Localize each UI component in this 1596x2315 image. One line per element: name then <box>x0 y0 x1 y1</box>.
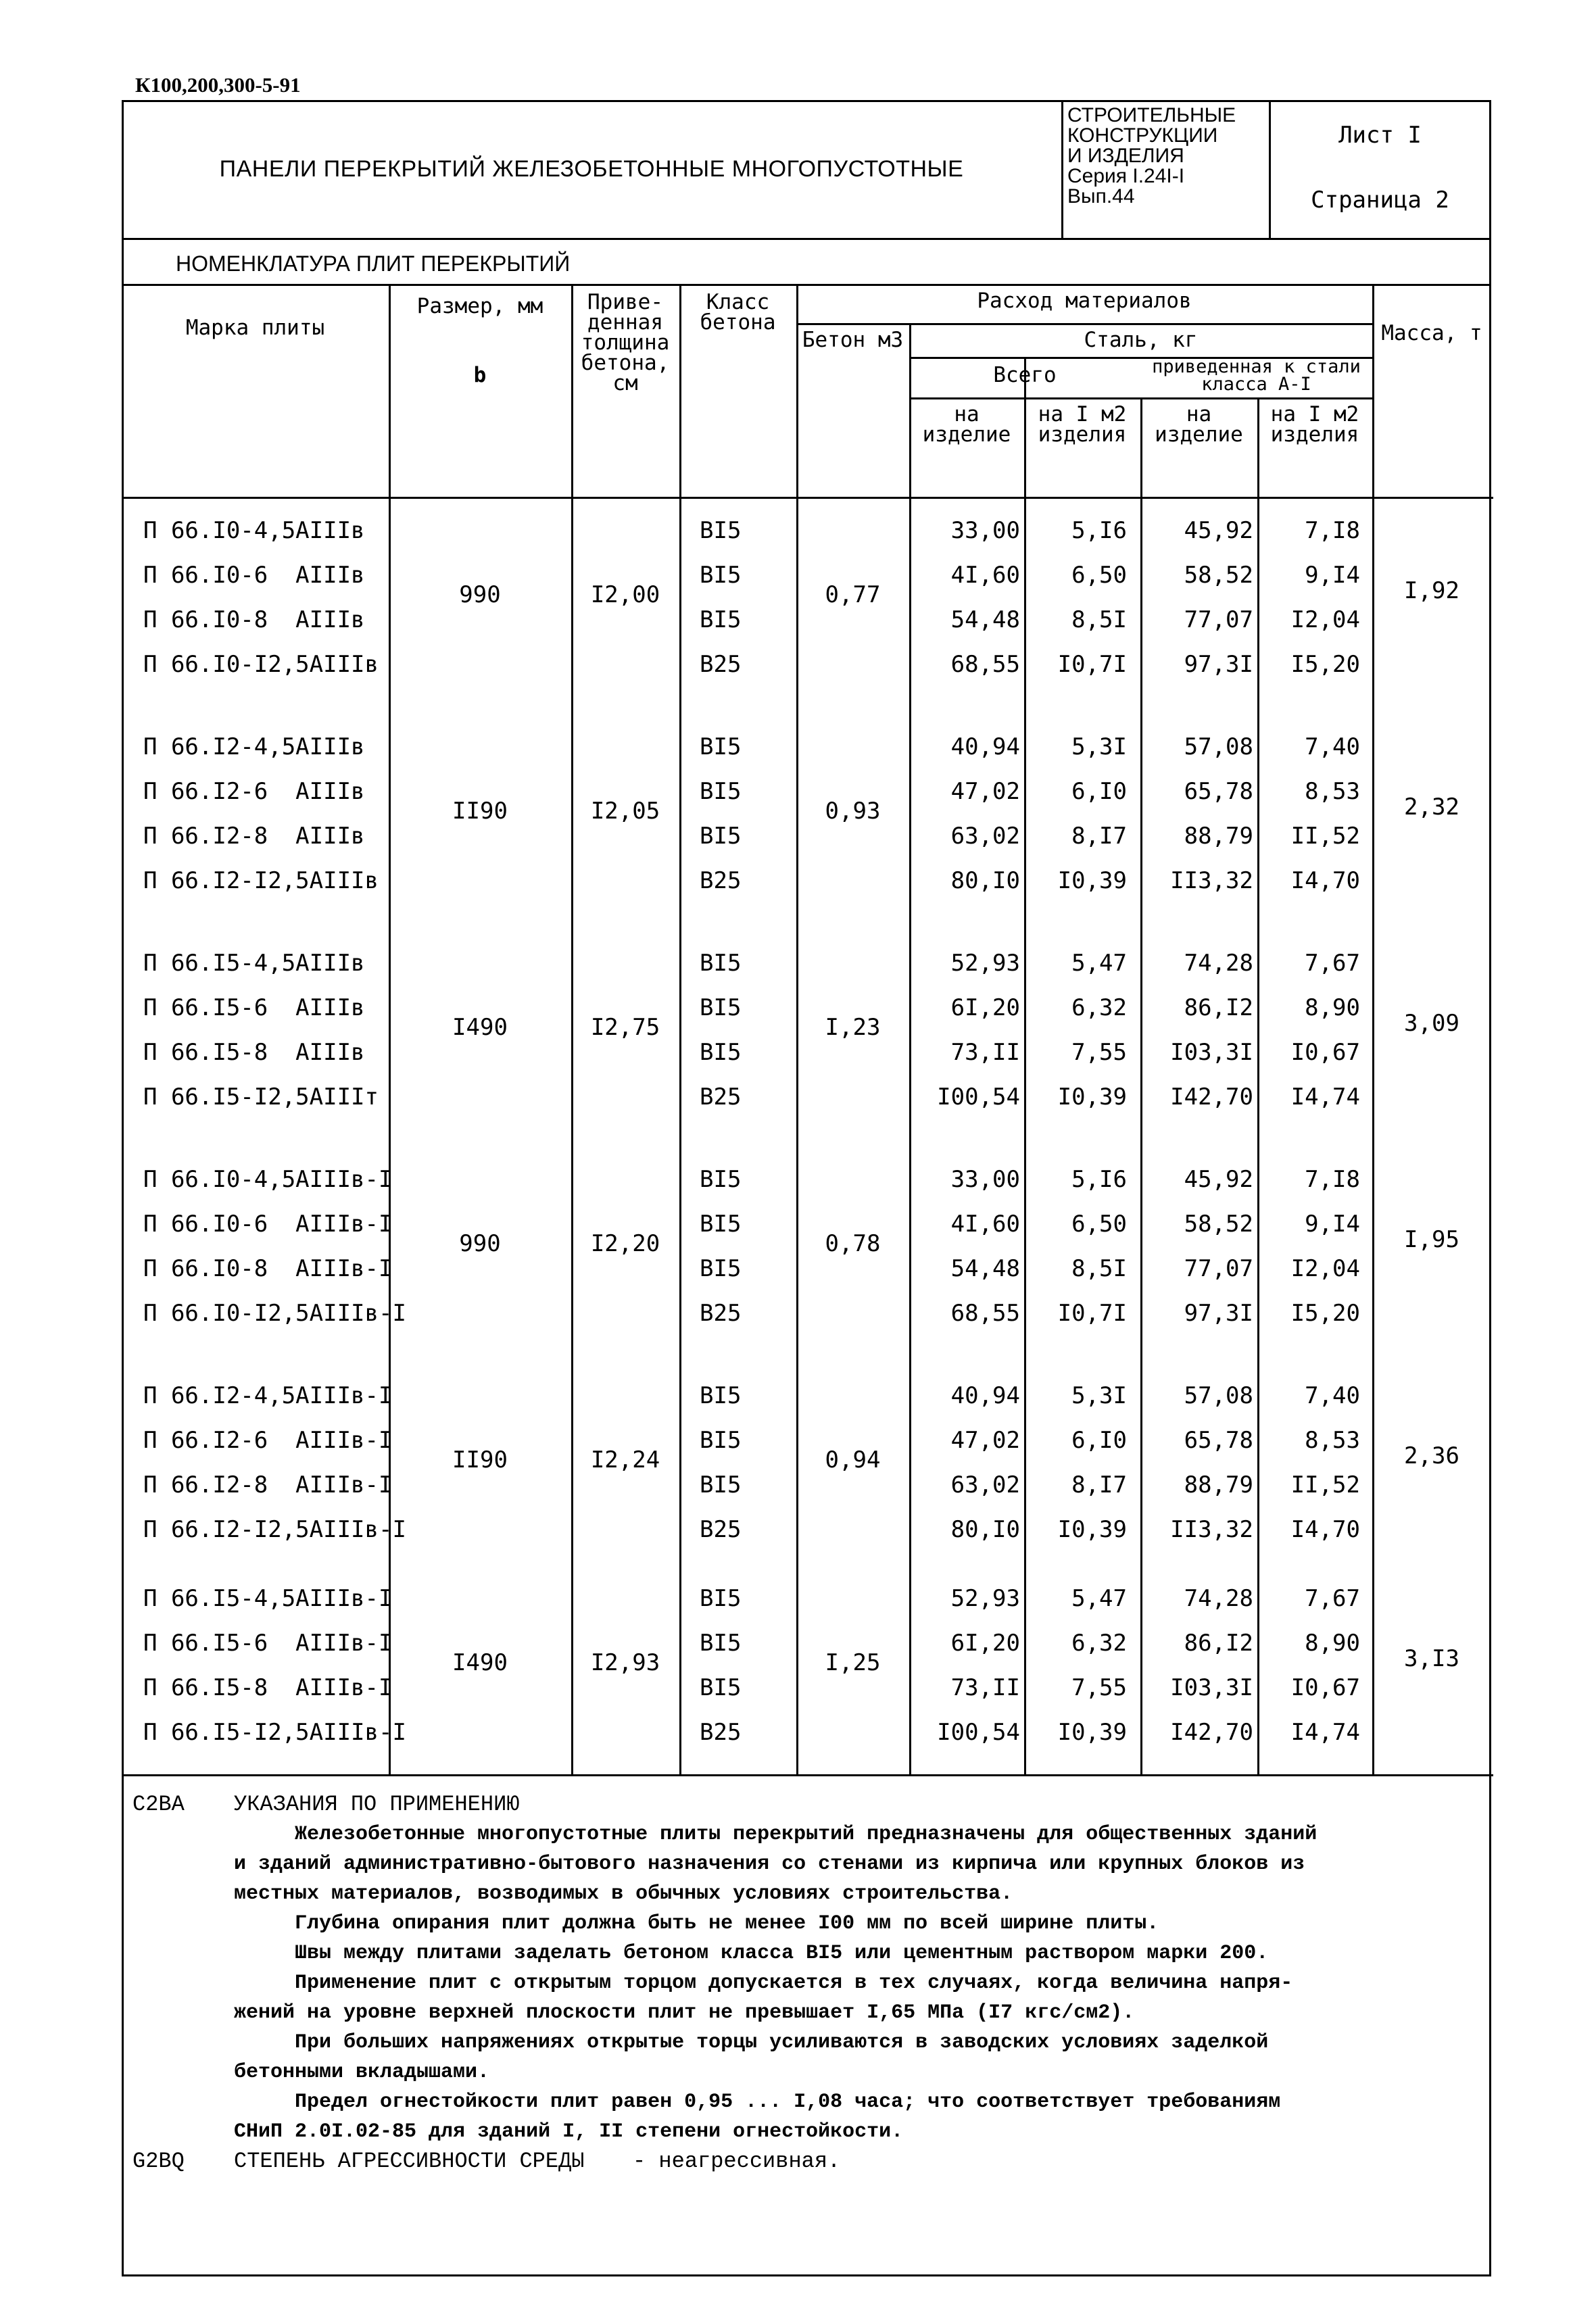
steel-reduced-per-item: 65,78 <box>1184 1427 1253 1454</box>
steel-reduced-per-item: 65,78 <box>1184 778 1253 805</box>
steel-reduced-per-m2: I4,70 <box>1290 867 1360 894</box>
steel-total-per-m2: 6,32 <box>1071 994 1127 1021</box>
notes-paragraph-line: жений на уровне верхней плоскости плит не превышает I,65 МПа (I7 кгс/см2). <box>234 2001 1135 2024</box>
sheet-info <box>1271 100 1489 238</box>
steel-total-per-m2: 6,50 <box>1071 1211 1127 1238</box>
column-header-per-item: на изделие <box>1155 402 1243 447</box>
steel-total-per-m2: 5,I6 <box>1071 1166 1127 1193</box>
steel-reduced-per-item: 45,92 <box>1184 1166 1253 1193</box>
steel-total-per-item: I00,54 <box>937 1083 1020 1111</box>
steel-total-per-item: 80,I0 <box>950 1516 1020 1543</box>
concrete-class-value: B25 <box>700 1719 742 1746</box>
slab-mark: П 66.I5-4,5АIIIв <box>143 950 365 977</box>
slab-mark: П 66.I5-4,5АIIIв-I <box>143 1585 393 1612</box>
steel-total-per-item: 33,00 <box>950 1166 1020 1193</box>
steel-total-per-item: 63,02 <box>950 1471 1020 1498</box>
steel-reduced-per-item: 77,07 <box>1184 1255 1253 1282</box>
column-header-per-m2: на I м2 изделия <box>1038 402 1127 447</box>
slab-mark: П 66.I0-I2,5АIIIв-I <box>143 1300 406 1327</box>
notes-paragraph-line: СНиП 2.0I.02-85 для зданий I, II степени огнестойкости. <box>234 2120 904 2143</box>
steel-reduced-per-m2: I2,04 <box>1290 606 1360 633</box>
notes-paragraph-line: бетонными вкладышами. <box>234 2061 490 2084</box>
concrete-class-value: BI5 <box>700 1166 742 1193</box>
concrete-class-value: BI5 <box>700 1382 742 1409</box>
steel-total-per-item: I00,54 <box>937 1719 1020 1746</box>
steel-reduced-per-m2: I4,70 <box>1290 1516 1360 1543</box>
steel-total-per-item: 4I,60 <box>950 1211 1020 1238</box>
steel-total-per-item: 40,94 <box>950 1382 1020 1409</box>
concrete-class-value: BI5 <box>700 1585 742 1612</box>
steel-reduced-per-m2: 8,53 <box>1305 778 1360 805</box>
slab-mark: П 66.I0-6 АIIIв <box>143 562 365 589</box>
slab-mark: П 66.I2-8 АIIIв-I <box>143 1471 393 1498</box>
column-header-concrete: Бетон м3 <box>802 328 904 352</box>
aggressiveness-heading: СТЕПЕНЬ АГРЕССИВНОСТИ СРЕДЫ <box>234 2149 585 2174</box>
concrete-class-value: BI5 <box>700 1255 742 1282</box>
steel-reduced-per-m2: 7,40 <box>1305 733 1360 760</box>
steel-total-per-item: 73,II <box>950 1039 1020 1066</box>
steel-total-per-m2: 8,5I <box>1071 1255 1127 1282</box>
series-line: Серия I.24I-I <box>1067 165 1185 187</box>
steel-reduced-per-m2: II,52 <box>1290 1471 1360 1498</box>
title-block <box>122 100 1491 240</box>
size-value: II90 <box>452 798 508 825</box>
concrete-class-value: BI5 <box>700 950 742 977</box>
slab-mark: П 66.I0-4,5АIIIв <box>143 517 365 544</box>
slab-mark: П 66.I2-4,5АIIIв-I <box>143 1382 393 1409</box>
steel-reduced-per-item: I42,70 <box>1170 1083 1253 1111</box>
mass-value: 2,36 <box>1404 1442 1459 1469</box>
mass-value: I,92 <box>1404 577 1459 604</box>
size-value: 990 <box>459 1230 501 1257</box>
steel-total-per-item: 40,94 <box>950 733 1020 760</box>
page-number: Страница 2 <box>1311 187 1449 214</box>
series-line: И ИЗДЕЛИЯ <box>1067 145 1184 167</box>
slab-mark: П 66.I5-6 АIIIв <box>143 994 365 1021</box>
size-value: 990 <box>459 581 501 608</box>
concrete-class-value: BI5 <box>700 1211 742 1238</box>
slab-mark: П 66.I2-6 АIIIв <box>143 778 365 805</box>
concrete-class-value: B25 <box>700 651 742 678</box>
steel-reduced-per-m2: 7,40 <box>1305 1382 1360 1409</box>
mass-value: I,95 <box>1404 1226 1459 1253</box>
steel-reduced-per-item: 86,I2 <box>1184 1630 1253 1657</box>
steel-total-per-m2: I0,39 <box>1057 1719 1127 1746</box>
sheet-number: Лист I <box>1338 122 1422 149</box>
table-top-rule <box>122 284 1491 286</box>
steel-reduced-per-item: 86,I2 <box>1184 994 1253 1021</box>
notes-paragraph-line: Предел огнестойкости плит равен 0,95 ... I,08 часа; что соответствует требованиям <box>295 2091 1281 2114</box>
steel-total-per-item: 47,02 <box>950 778 1020 805</box>
steel-total-per-m2: 7,55 <box>1071 1674 1127 1701</box>
notes-paragraph-line: Применение плит с открытым торцом допускается в тех случаях, когда величина напря- <box>295 1972 1293 1995</box>
steel-reduced-per-item: 57,08 <box>1184 1382 1253 1409</box>
slab-mark: П 66.I0-6 АIIIв-I <box>143 1211 393 1238</box>
notes-heading-row <box>132 1790 1478 1820</box>
size-value: II90 <box>452 1446 508 1473</box>
concrete-class-value: BI5 <box>700 1039 742 1066</box>
steel-reduced-per-item: 74,28 <box>1184 1585 1253 1612</box>
steel-reduced-per-m2: 8,53 <box>1305 1427 1360 1454</box>
slab-mark: П 66.I2-8 АIIIв <box>143 823 365 850</box>
slab-mark: П 66.I0-I2,5АIIIв <box>143 651 379 678</box>
steel-reduced-per-m2: 7,67 <box>1305 950 1360 977</box>
steel-reduced-per-item: 77,07 <box>1184 606 1253 633</box>
slab-mark: П 66.I0-8 АIIIв-I <box>143 1255 393 1282</box>
steel-total-per-m2: 8,I7 <box>1071 823 1127 850</box>
notes-paragraph-line: и зданий административно-бытового назначения со стенами из кирпича или крупных блоков из <box>234 1853 1305 1876</box>
concrete-volume-value: 0,93 <box>825 798 881 825</box>
steel-reduced-per-item: II3,32 <box>1170 867 1253 894</box>
steel-reduced-per-m2: 9,I4 <box>1305 1211 1360 1238</box>
notes-paragraph-line: местных материалов, возводимых в обычных условиях строительства. <box>234 1882 1013 1905</box>
steel-reduced-per-m2: 8,90 <box>1305 994 1360 1021</box>
thickness-value: I2,00 <box>590 581 660 608</box>
document-code: К100,200,300-5-91 <box>135 73 301 97</box>
thickness-value: I2,75 <box>590 1014 660 1041</box>
steel-total-per-m2: I0,39 <box>1057 867 1127 894</box>
slab-mark: П 66.I0-4,5АIIIв-I <box>143 1166 393 1193</box>
steel-reduced-per-m2: 9,I4 <box>1305 562 1360 589</box>
concrete-class-value: BI5 <box>700 1427 742 1454</box>
steel-reduced-per-m2: 8,90 <box>1305 1630 1360 1657</box>
column-header-thickness: Приве- денная толщина бетона, см <box>581 290 670 395</box>
series-line: СТРОИТЕЛЬНЫЕ <box>1067 104 1236 126</box>
steel-total-per-item: 80,I0 <box>950 867 1020 894</box>
notes-heading: УКАЗАНИЯ ПО ПРИМЕНЕНИЮ <box>234 1792 520 1817</box>
mass-value: 2,32 <box>1404 794 1459 821</box>
concrete-class-value: BI5 <box>700 517 742 544</box>
column-header-mark: Марка плиты <box>185 316 325 340</box>
slab-mark: П 66.I2-I2,5АIIIв-I <box>143 1516 406 1543</box>
steel-total-per-m2: 5,3I <box>1071 733 1127 760</box>
thickness-value: I2,93 <box>590 1649 660 1676</box>
steel-reduced-per-m2: II,52 <box>1290 823 1360 850</box>
steel-total-per-m2: 6,50 <box>1071 562 1127 589</box>
slab-mark: П 66.I5-I2,5АIIIт <box>143 1083 379 1111</box>
aggressiveness-row <box>132 2147 1478 2176</box>
size-value: I490 <box>452 1649 508 1676</box>
steel-total-per-item: 68,55 <box>950 651 1020 678</box>
table-hline <box>909 397 1374 399</box>
slab-mark: П 66.I5-6 АIIIв-I <box>143 1630 393 1657</box>
table-hline <box>796 323 1374 325</box>
mass-value: 3,09 <box>1404 1010 1459 1037</box>
concrete-class-value: B25 <box>700 1083 742 1111</box>
column-header-per-item: на изделие <box>922 402 1011 447</box>
steel-reduced-per-m2: I4,74 <box>1290 1719 1360 1746</box>
concrete-class-value: B25 <box>700 867 742 894</box>
table-hline <box>122 497 1493 499</box>
steel-total-per-m2: I0,7I <box>1057 651 1127 678</box>
steel-reduced-per-m2: I5,20 <box>1290 651 1360 678</box>
concrete-class-value: B25 <box>700 1516 742 1543</box>
column-header-per-m2: на I м2 изделия <box>1270 402 1359 447</box>
concrete-class-value: BI5 <box>700 823 742 850</box>
concrete-volume-value: I,25 <box>825 1649 881 1676</box>
note-code: C2BA <box>132 1792 185 1817</box>
steel-reduced-per-item: I03,3I <box>1170 1039 1253 1066</box>
slab-mark: П 66.I0-8 АIIIв <box>143 606 365 633</box>
concrete-class-value: BI5 <box>700 562 742 589</box>
notes-paragraph-line: Швы между плитами заделать бетоном класса BI5 или цементным раствором марки 200. <box>295 1942 1269 1965</box>
steel-reduced-per-m2: I5,20 <box>1290 1300 1360 1327</box>
concrete-volume-value: I,23 <box>825 1014 881 1041</box>
steel-total-per-item: 54,48 <box>950 1255 1020 1282</box>
column-header-size-symbol: b <box>473 363 487 387</box>
column-header-steel: Сталь, кг <box>1084 328 1198 352</box>
aggressiveness-value: - неагрессивная. <box>633 2149 841 2174</box>
concrete-class-value: BI5 <box>700 1630 742 1657</box>
steel-total-per-m2: 5,3I <box>1071 1382 1127 1409</box>
section-title: НОМЕНКЛАТУРА ПЛИТ ПЕРЕКРЫТИЙ <box>176 251 571 276</box>
table-hline <box>122 1774 1493 1776</box>
concrete-class-value: BI5 <box>700 606 742 633</box>
note-code: G2BQ <box>132 2149 185 2174</box>
steel-total-per-item: 63,02 <box>950 823 1020 850</box>
steel-total-per-item: 33,00 <box>950 517 1020 544</box>
steel-reduced-per-item: 45,92 <box>1184 517 1253 544</box>
concrete-class-value: BI5 <box>700 778 742 805</box>
steel-total-per-m2: 8,I7 <box>1071 1471 1127 1498</box>
steel-total-per-m2: 5,I6 <box>1071 517 1127 544</box>
notes-paragraph-line: Железобетонные многопустотные плиты перекрытий предназначены для общественных зданий <box>295 1823 1317 1846</box>
concrete-class-value: B25 <box>700 1300 742 1327</box>
slab-mark: П 66.I5-8 АIIIв-I <box>143 1674 393 1701</box>
steel-total-per-item: 6I,20 <box>950 1630 1020 1657</box>
size-value: I490 <box>452 1014 508 1041</box>
slab-mark: П 66.I5-I2,5АIIIв-I <box>143 1719 406 1746</box>
steel-reduced-per-item: 58,52 <box>1184 562 1253 589</box>
thickness-value: I2,05 <box>590 798 660 825</box>
steel-reduced-per-item: I42,70 <box>1170 1719 1253 1746</box>
series-info <box>1061 100 1271 238</box>
steel-total-per-m2: I0,7I <box>1057 1300 1127 1327</box>
application-notes <box>132 1790 1478 2176</box>
steel-reduced-per-m2: I0,67 <box>1290 1674 1360 1701</box>
column-header-reduced: приведенная к стали класса А-I <box>1152 356 1361 395</box>
slab-mark: П 66.I2-6 АIIIв-I <box>143 1427 393 1454</box>
column-header-total: Всего <box>993 363 1057 387</box>
steel-reduced-per-m2: 7,I8 <box>1305 517 1360 544</box>
steel-total-per-m2: 5,47 <box>1071 950 1127 977</box>
notes-paragraph-line: Глубина опирания плит должна быть не менее I00 мм по всей ширине плиты. <box>295 1912 1159 1935</box>
steel-total-per-item: 6I,20 <box>950 994 1020 1021</box>
steel-total-per-m2: 5,47 <box>1071 1585 1127 1612</box>
thickness-value: I2,20 <box>590 1230 660 1257</box>
steel-total-per-m2: I0,39 <box>1057 1516 1127 1543</box>
concrete-volume-value: 0,77 <box>825 581 881 608</box>
thickness-value: I2,24 <box>590 1446 660 1473</box>
concrete-volume-value: 0,78 <box>825 1230 881 1257</box>
document-title: ПАНЕЛИ ПЕРЕКРЫТИЙ ЖЕЛЕЗОБЕТОННЫЕ МНОГОПУСТОТНЫЕ <box>219 155 964 182</box>
steel-reduced-per-item: 97,3I <box>1184 651 1253 678</box>
column-header-consumption: Расход материалов <box>977 289 1192 313</box>
steel-total-per-item: 52,93 <box>950 1585 1020 1612</box>
slab-mark: П 66.I5-8 АIIIв <box>143 1039 365 1066</box>
slab-mark: П 66.I2-I2,5АIIIв <box>143 867 379 894</box>
steel-reduced-per-item: 57,08 <box>1184 733 1253 760</box>
steel-total-per-item: 52,93 <box>950 950 1020 977</box>
concrete-class-value: BI5 <box>700 1471 742 1498</box>
series-line: КОНСТРУКЦИИ <box>1067 124 1218 147</box>
steel-total-per-m2: 7,55 <box>1071 1039 1127 1066</box>
steel-reduced-per-m2: 7,67 <box>1305 1585 1360 1612</box>
steel-reduced-per-item: I03,3I <box>1170 1674 1253 1701</box>
steel-reduced-per-item: 58,52 <box>1184 1211 1253 1238</box>
steel-total-per-m2: 6,I0 <box>1071 778 1127 805</box>
steel-total-per-m2: 8,5I <box>1071 606 1127 633</box>
concrete-class-value: BI5 <box>700 1674 742 1701</box>
steel-reduced-per-item: 88,79 <box>1184 1471 1253 1498</box>
steel-reduced-per-m2: I4,74 <box>1290 1083 1360 1111</box>
steel-reduced-per-m2: I0,67 <box>1290 1039 1360 1066</box>
steel-total-per-item: 54,48 <box>950 606 1020 633</box>
steel-reduced-per-m2: I2,04 <box>1290 1255 1360 1282</box>
steel-total-per-item: 4I,60 <box>950 562 1020 589</box>
concrete-volume-value: 0,94 <box>825 1446 881 1473</box>
series-line: Вып.44 <box>1067 185 1135 208</box>
steel-reduced-per-m2: 7,I8 <box>1305 1166 1360 1193</box>
notes-paragraph-line: При больших напряжениях открытые торцы усиливаются в заводских условиях заделкой <box>295 2031 1269 2054</box>
steel-total-per-m2: 6,32 <box>1071 1630 1127 1657</box>
slab-mark: П 66.I2-4,5АIIIв <box>143 733 365 760</box>
steel-total-per-item: 68,55 <box>950 1300 1020 1327</box>
column-header-size: Размер, мм <box>416 294 543 318</box>
steel-total-per-item: 47,02 <box>950 1427 1020 1454</box>
column-header-concrete-class: Класс бетона <box>700 290 776 335</box>
concrete-class-value: BI5 <box>700 994 742 1021</box>
concrete-class-value: BI5 <box>700 733 742 760</box>
table-vline <box>679 284 681 1774</box>
column-header-mass: Масса, т <box>1381 321 1482 345</box>
steel-total-per-m2: 6,I0 <box>1071 1427 1127 1454</box>
steel-reduced-per-item: 74,28 <box>1184 950 1253 977</box>
steel-reduced-per-item: II3,32 <box>1170 1516 1253 1543</box>
steel-total-per-m2: I0,39 <box>1057 1083 1127 1111</box>
steel-reduced-per-item: 88,79 <box>1184 823 1253 850</box>
steel-reduced-per-item: 97,3I <box>1184 1300 1253 1327</box>
mass-value: 3,I3 <box>1404 1645 1459 1672</box>
steel-total-per-item: 73,II <box>950 1674 1020 1701</box>
